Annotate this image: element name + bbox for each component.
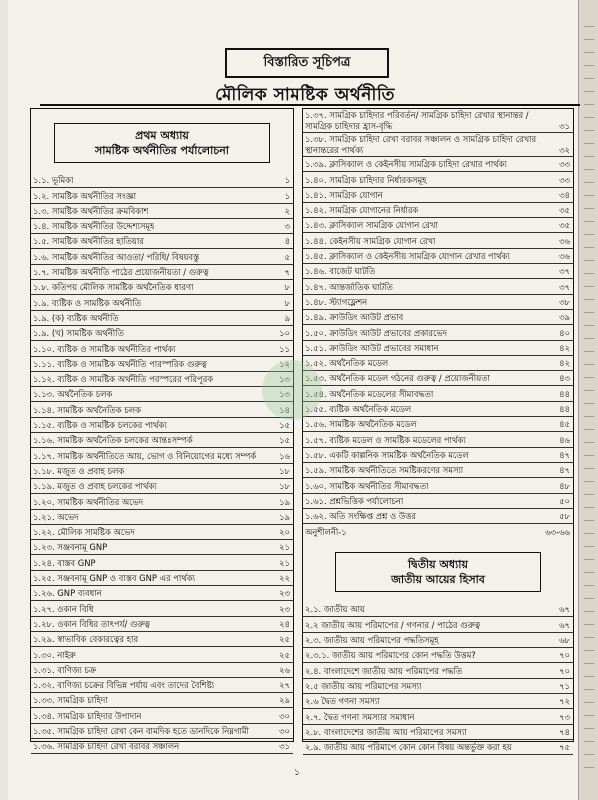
toc-entry-page: ৪০ (559, 327, 570, 338)
toc-entry-title: ১.৫৯. সামষ্টিক অর্থনীতিতে সমষ্টিকরণের সমস্যা (305, 465, 464, 476)
toc-entry-title: ১.২৮. ওকান বিধির তাৎপর্য/ গুরুত্ব (33, 618, 150, 629)
toc-entry[interactable] (303, 279, 573, 294)
document-title: মৌলিক সামষ্টিক অর্থনীতি (215, 85, 395, 105)
toc-entry[interactable] (31, 418, 293, 433)
toc-entry[interactable] (31, 708, 293, 723)
toc-entry-page: ৩০ (279, 725, 290, 736)
toc-entry-title: ১.২৫. সঞ্জবনামূ GNP ও বাস্তব GNP এর পার্থক্য (33, 573, 196, 584)
toc-entry[interactable] (31, 586, 293, 601)
toc-entry-title: ১.৩৪. সামগ্রিক চাহিদার উপাদান (33, 710, 142, 721)
toc-entry-title: ২.৭. দ্বৈত গণনা সমস্যার সমাধান (305, 711, 415, 722)
toc-entry-page: ১৩ (279, 389, 290, 400)
toc-entry-page: ২০ (279, 527, 290, 538)
toc-entry-title: ১.২০. সামষ্টিক অর্থনীতির অভেদ (33, 496, 144, 507)
toc-entry[interactable] (31, 326, 293, 341)
toc-entry[interactable] (303, 218, 573, 233)
toc-entry[interactable] (303, 295, 573, 310)
exercise-pages: ৬৩-৬৬ (545, 527, 570, 538)
toc-entry-title: ১.৫৮. একটি কাল্পনিক সামষ্টিক অর্থনৈতিক মডেল (305, 449, 469, 460)
toc-column-left (30, 108, 294, 752)
toc-entry-page: ৬৭ (559, 619, 570, 630)
toc-entry-page: ৫ (284, 251, 290, 262)
page-number: ১ (294, 768, 300, 778)
toc-entry-title: ১.২২. মৌলিক সামষ্টিক অভেদ (33, 527, 135, 538)
toc-entry-page: ৭০ (559, 665, 570, 676)
exercise-row[interactable] (303, 524, 573, 540)
toc-entry[interactable] (31, 693, 293, 708)
toc-entry-title: ১.৫৩. অর্থনৈতিক মডেল গঠনের গুরুত্ব / প্রয়োজনীয়তা (305, 373, 490, 384)
toc-entry-page: ৩৬ (559, 235, 570, 246)
toc-entry-page: ৩৪ (559, 189, 570, 200)
chapter2-number: দ্বিতীয় অধ্যায় (408, 558, 468, 572)
toc-entry[interactable] (303, 725, 573, 740)
toc-entry-title: ২.৩.১. জাতীয় আয় পরিমাপের কোন পদ্ধতি উত্তম? (305, 650, 476, 661)
toc-entry-page: ১৫ (279, 435, 290, 446)
toc-entry[interactable] (303, 617, 573, 632)
toc-entry-page: ৩৭ (559, 281, 570, 292)
toc-entry-page: ১ (284, 175, 290, 186)
toc-entry[interactable] (31, 295, 293, 310)
toc-entry-page: ১৫ (279, 420, 290, 431)
toc-entry-page: ৪২ (559, 358, 570, 369)
toc-entry[interactable] (31, 372, 293, 387)
toc-entry-title: ১.৪৪. কেইনসীয় সামগ্রিক যোগান রেখা (305, 235, 436, 246)
toc-entry[interactable] (303, 157, 573, 172)
toc-entry[interactable] (303, 663, 573, 678)
toc-entry[interactable] (31, 647, 293, 662)
toc-entry[interactable] (303, 478, 573, 493)
toc-entry-title: ১.৫৭. ব্যষ্টিক মডেল ও সামষ্টিক মডেলের পার্থক্য (305, 434, 466, 445)
toc-entry[interactable] (303, 602, 573, 617)
toc-entry[interactable] (31, 204, 293, 219)
toc-entry-title: ১.৫০. ক্রাউডিং আউট প্রভাবের প্রকারভেদ (305, 327, 447, 338)
toc-entry-page: ১ (284, 190, 290, 201)
toc-entry-title: ১.৯. (খ) সামষ্টিক অর্থনীতি (33, 328, 124, 339)
toc-entry[interactable] (31, 433, 293, 448)
toc-entry-title: ১.৪৯. ক্রাউডিং আউট প্রভাব (305, 312, 404, 323)
toc-entry[interactable] (303, 133, 573, 157)
toc-entry-title: ১.৫৬. সামষ্টিক অর্থনৈতিক মডেল (305, 419, 417, 430)
toc-entry-title: ১.৩৯. ক্লাসিক্যাল ও কেইনসীয় সামগ্রিক চাহিদা রেখার পার্থক্য (305, 159, 507, 170)
toc-entry-title: ১.১৭. সামষ্টিক অর্থনীতিতে আয়, ভোগ ও বিনিয়োগের মধ্যে সম্পর্ক (33, 450, 257, 461)
toc-entry[interactable] (303, 679, 573, 694)
toc-entry[interactable] (31, 601, 293, 616)
toc-entry-page: ৮ (284, 282, 290, 293)
chapter1-number: প্রথম অধ্যায় (135, 129, 189, 142)
toc-entry-title: ১.১. ভূমিকা (33, 175, 74, 186)
toc-entry[interactable] (31, 249, 293, 264)
toc-entry-title: ১.২. সামষ্টিক অর্থনীতির সংজ্ঞা (33, 190, 137, 201)
toc-entry-page: ৬৮ (559, 635, 570, 646)
toc-entry-title: ২.১. জাতীয় আয় (305, 604, 365, 615)
toc-entry-title: ১.৪. সামষ্টিক অর্থনীতির উদ্দেশ্যসমূহ (33, 221, 155, 232)
toc-entry-page: ২ (284, 205, 290, 216)
toc-entry-title: ১.২৪. বাস্তব GNP (33, 557, 96, 568)
toc-entry[interactable] (31, 739, 293, 754)
toc-entry-title: ২.৫ জাতীয় আয় পরিমাপের সমস্যা (305, 680, 422, 691)
toc-entry-page: ২৪ (279, 618, 290, 629)
toc-entry-title: ১.২৬. GNP ব্যবধান (33, 588, 102, 599)
toc-entry[interactable] (31, 617, 293, 632)
toc-entry-title: ১.৩৬. সামগ্রিক চাহিদা রেখা বরাবর সঞ্চালন (33, 741, 180, 752)
toc-entry[interactable] (303, 310, 573, 325)
toc-entry-title: ১.৪৩. ক্লাসিক্যাল সামগ্রিক যোগান রেখা (305, 220, 438, 231)
toc-entry[interactable] (303, 249, 573, 264)
title-rule (40, 104, 580, 106)
toc-entry-title: ১.৬. সামষ্টিক অর্থনীতির আওতা/ পরিধি/ বিষয়বস্তু (33, 251, 200, 262)
toc-entry-title: ২.৬ দ্বৈত গণনা সমস্যা (305, 696, 380, 707)
toc-entry[interactable] (31, 387, 293, 402)
page-edge-marks (584, 20, 594, 780)
toc-entry-page: ১৬ (279, 450, 290, 461)
toc-entry-page: ৪৩ (559, 373, 570, 384)
exercise-label: অনুশীলনী-১ (305, 527, 347, 538)
toc-entry-page: ৫৮ (559, 511, 570, 522)
toc-entry-title: ১.৫২. অর্থনৈতিক মডেল (305, 358, 389, 369)
toc-entry[interactable] (303, 648, 573, 663)
toc-entry-page: ২৫ (279, 634, 290, 645)
toc-entry-page: ৪৭ (559, 465, 570, 476)
toc-entry-title: ১.১৬. সামষ্টিক অর্থনৈতিক চলকের আন্তঃসম্পর্ক (33, 435, 193, 446)
toc-entry-title: ১.২৭. ওকান বিধি (33, 603, 94, 614)
library-stamp (262, 360, 322, 420)
toc-entry[interactable] (31, 540, 293, 555)
toc-entry-page: ৯ (284, 312, 290, 323)
toc-entry-page: ১৯ (279, 511, 290, 522)
toc-entry-title: ১.২৯. স্বাভাবিক বেকারত্বের হার (33, 634, 139, 645)
toc-entry-page: ৩০ (279, 710, 290, 721)
toc-column-right (302, 108, 574, 753)
toc-entry-page: ৭২ (559, 696, 570, 707)
toc-entry[interactable] (31, 724, 293, 739)
toc-entry[interactable] (303, 188, 573, 203)
toc-entry[interactable] (303, 386, 573, 401)
toc-entry[interactable] (31, 632, 293, 647)
toc-entry-title: ১.১৯. মজুত ও প্রবাহ চলকের পার্থক্য (33, 481, 157, 492)
toc-entry-page: ৩১ (559, 121, 570, 131)
toc-entry-title: ১.৪৭. আন্তর্জাতিক ঘাটতি (305, 281, 393, 292)
toc-entry-page: ১২ (279, 358, 290, 369)
toc-entry[interactable] (303, 494, 573, 509)
toc-entry-title: ১.৩০. নাইরু (33, 649, 76, 660)
toc-entry-page: ২৩ (279, 603, 290, 614)
toc-entry[interactable] (303, 172, 573, 187)
toc-entry-page: ১৮ (279, 465, 290, 476)
toc-entry-title: ১.৫১. ক্রাউডিং আউট প্রভাবের সমাধান (305, 342, 439, 353)
toc-entry-title: ১.৩২. বাণিজ্য চক্রের বিভিন্ন পর্যায় এবং তাদের বৈশিষ্ট্য (33, 680, 215, 691)
toc-entry-page: ৭৩ (559, 711, 570, 722)
toc-entry-page: ৩৮ (559, 296, 570, 307)
toc-entry-title: ১.৪০. সামগ্রিক চাহিদার নির্ধারকসমূহ (305, 174, 427, 185)
toc-entry-title: ১.৩৮. সামগ্রিক চাহিদা রেখা বরাবর সঞ্চালন ও সামগ্রিক চাহিদা রেখার স্থানান্তরের পার্থক্য (305, 134, 537, 155)
toc-entry-page: ৩৯ (559, 312, 570, 323)
chapter1-heading (54, 123, 270, 163)
toc-entry-page: ৭৪ (559, 726, 570, 737)
toc-entry-page: ২৭ (279, 680, 290, 691)
toc-entry-title: ১.৫. সামষ্টিক অর্থনীতির হাতিয়ার (33, 236, 144, 247)
toc-entry[interactable] (303, 325, 573, 340)
toc-entry-page: ৪২ (559, 342, 570, 353)
toc-entry-title: ১.১০. ব্যষ্টিক ও সামষ্টিক অর্থনীতির পার্থক্য (33, 343, 176, 354)
toc-entry[interactable] (31, 265, 293, 280)
toc-entry-title: ১.১৫. ব্যষ্টিক ও সামষ্টিক চলকের পার্থক্য (33, 420, 167, 431)
toc-entry[interactable] (31, 464, 293, 479)
toc-entry[interactable] (303, 709, 573, 724)
toc-entry-title: ১.৩৩. সামগ্রিক চাহিদা (33, 695, 108, 706)
toc-entry[interactable] (303, 371, 573, 386)
toc-entry-title: ১.১২. ব্যষ্টিক ও সামষ্টিক অর্থনীতি পরস্পরের পরিপূরক (33, 374, 214, 385)
toc-entry[interactable] (303, 341, 573, 356)
toc-entry-page: ৪৪ (559, 404, 570, 415)
document-header-label: বিস্তারিত সূচিপত্র (225, 48, 389, 78)
toc-entry-page: ১৩ (279, 374, 290, 385)
toc-entry[interactable] (303, 402, 573, 417)
toc-entry[interactable] (303, 463, 573, 478)
toc-entry[interactable] (31, 571, 293, 586)
toc-entry-page: ২১ (279, 557, 290, 568)
toc-entry-page: ৩ (284, 221, 290, 232)
toc-entry-page: ৭৫ (559, 742, 570, 753)
toc-entry[interactable] (31, 188, 293, 203)
toc-entry-page: ২৬ (279, 664, 290, 675)
toc-entry-title: ১.১৪. সামষ্টিক অর্থনৈতিক চলক (33, 404, 141, 415)
toc-entry-page: ৮ (284, 297, 290, 308)
toc-entry[interactable] (303, 109, 573, 133)
toc-entry[interactable] (303, 264, 573, 279)
toc-entry-title: ১.১১. ব্যষ্টিক ও সামষ্টিক অর্থনীতি পারস্পরিক গুরুত্ব (33, 358, 207, 369)
toc-entry-page: ৫০ (559, 495, 570, 506)
toc-entry-title: ১.২৩. সঞ্জবনামূ GNP (33, 542, 108, 553)
toc-entry-page: ৪৮ (559, 480, 570, 491)
toc-entry-page: ২২ (279, 573, 290, 584)
toc-entry-page: ৪৭ (559, 449, 570, 460)
toc-entry[interactable] (31, 234, 293, 249)
toc-entry-title: ২.৪. বাংলাদেশে জাতীয় আয় পরিমাপের পদ্ধতি (305, 665, 463, 676)
toc-entry-page: ৩২ (559, 145, 570, 155)
toc-entry[interactable] (31, 341, 293, 356)
toc-entry[interactable] (31, 402, 293, 417)
toc-entry-page: ৩৭ (559, 266, 570, 277)
toc-entry-title: ১.৪৬. বাজেট ঘাটতি (305, 266, 376, 277)
toc-entry-page: ৭১ (559, 680, 570, 691)
toc-entry[interactable] (31, 173, 293, 188)
toc-entry-page: ২৩ (279, 588, 290, 599)
toc-entry-title: ১.৯. (ক) ব্যষ্টিক অর্থনীতি (33, 312, 119, 323)
toc-entry-title: ১.৭. সামষ্টিক অর্থনীতি পাঠের প্রয়োজনীয়তা / গুরুত্ব (33, 267, 209, 278)
toc-entry-page: ১৯ (279, 496, 290, 507)
chapter2-toc-list (303, 602, 573, 755)
toc-entry-title: ২.২ জাতীয় আয় পরিমাপের / গণনার / পাঠের গুরুত্ব (305, 619, 481, 630)
toc-entry[interactable] (31, 448, 293, 463)
toc-entry[interactable] (31, 494, 293, 509)
toc-entry-title: ১.৬২. অতি সংক্ষিপ্ত প্রশ্ন ও উত্তর (305, 511, 416, 522)
toc-entry[interactable] (31, 357, 293, 372)
toc-entry[interactable] (31, 663, 293, 678)
toc-entry[interactable] (31, 678, 293, 693)
toc-entry[interactable] (303, 203, 573, 218)
toc-entry-title: ২.৯. জাতীয় আয় পরিমাপে কোন কোন বিষয় অন্তর্ভুক্ত করা হয় (305, 742, 512, 753)
chapter1-toc-list-right (303, 109, 573, 524)
toc-entry-title: ১.৩১. বাণিজ্য চক্র (33, 664, 96, 675)
toc-entry-title: ১.১৮. মজুত ও প্রবাহ চলক (33, 465, 125, 476)
toc-entry[interactable] (303, 417, 573, 432)
toc-entry-title: ১.৮. কতিপয় মৌলিক সামষ্টিক অর্থনৈতিক ধারণা (33, 282, 194, 293)
toc-entry[interactable] (303, 633, 573, 648)
toc-entry-title: ১.৫৪. অর্থনৈতিক মডেলের সীমাবদ্ধতা (305, 388, 434, 399)
toc-entry-title: ১.৩৭. সামগ্রিক চাহিদার পরিবর্তন/ সামগ্রিক চাহিদা রেখার স্থানান্তর / সামগ্রিক চাহিদার হ্রাস-বৃদ্ধি (305, 110, 529, 131)
toc-entry-page: ১১ (279, 343, 290, 354)
toc-entry[interactable] (31, 525, 293, 540)
toc-entry[interactable] (31, 280, 293, 295)
toc-entry-page: ৪৪ (559, 388, 570, 399)
toc-entry[interactable] (31, 479, 293, 494)
chapter2-title: জাতীয় আয়ের হিসাব (391, 573, 485, 587)
toc-entry-page: ৩৬ (559, 251, 570, 262)
toc-entry[interactable] (303, 509, 573, 524)
toc-entry-title: ১.৫৫. ব্যষ্টিক অর্থনৈতিক মডেল (305, 404, 412, 415)
toc-entry-page: ২৫ (279, 649, 290, 660)
toc-entry-page: ২৯ (279, 695, 290, 706)
toc-entry-page: ১০ (279, 328, 290, 339)
toc-entry-page: ৪ (284, 236, 290, 247)
toc-entry-title: ২.৩. জাতীয় আয় পরিমাপের পদ্ধতিসমূহ (305, 635, 439, 646)
toc-entry-title: ১.৪২. সামগ্রিক যোগানের নির্ধারক (305, 205, 419, 216)
toc-entry-title: ১.১৩. অর্থনৈতিক চলক (33, 389, 113, 400)
toc-entry[interactable] (31, 219, 293, 234)
toc-entry-title: ১.৬০. সামষ্টিক অর্থনীতির সীমাবদ্ধতা (305, 480, 429, 491)
toc-entry[interactable] (303, 694, 573, 709)
toc-entry-title: ১.৪৮. স্ট্যাগফ্লেশন (305, 296, 368, 307)
toc-entry[interactable] (31, 555, 293, 570)
toc-entry-title: ১.৩৫. সামগ্রিক চাহিদা রেখা কেন বামদিক হতে ডানদিকে নিম্নগামী (33, 725, 249, 736)
toc-entry-title: ১.৯. ব্যষ্টিক ও সামষ্টিক অর্থনীতি (33, 297, 142, 308)
toc-entry-page: ৩৫ (559, 220, 570, 231)
toc-entry[interactable] (303, 432, 573, 447)
toc-entry[interactable] (303, 356, 573, 371)
chapter1-title: সামষ্টিক অর্থনীতির পর্যালোচনা (95, 144, 229, 157)
toc-entry[interactable] (303, 233, 573, 248)
toc-entry-page: ৩১ (279, 741, 290, 752)
toc-entry[interactable] (31, 510, 293, 525)
toc-entry-page: ৭ (284, 267, 290, 278)
toc-entry-page: ৭০ (559, 650, 570, 661)
toc-entry-title: ১.৪১. সামগ্রিক যোগান (305, 189, 383, 200)
toc-entry[interactable] (303, 740, 573, 755)
toc-entry-page: ৬৭ (559, 604, 570, 615)
toc-entry-page: ৪৫ (559, 419, 570, 430)
toc-entry[interactable] (303, 448, 573, 463)
toc-entry-title: ১.৩. সামষ্টিক অর্থনীতির ক্রমবিকাশ (33, 205, 149, 216)
toc-entry-title: ১.৪৫. ক্লাসিক্যাল ও কেইনসীয় সামগ্রিক যোগান রেখার পার্থক্য (305, 251, 510, 262)
toc-entry-page: ৩৫ (559, 205, 570, 216)
toc-entry-page: ১৮ (279, 481, 290, 492)
toc-entry-page: ১৪ (279, 404, 290, 415)
toc-entry-page: ৩৩ (559, 159, 570, 170)
toc-entry-page: ৪৬ (559, 434, 570, 445)
toc-entry-title: ২.৮. বাংলাদেশের জাতীয় আয় পরিমাপের সমস্যা (305, 726, 467, 737)
chapter1-toc-list-left (31, 173, 293, 754)
toc-entry[interactable] (31, 311, 293, 326)
chapter2-heading (335, 552, 541, 592)
toc-entry-page: ২১ (279, 542, 290, 553)
toc-entry-title: ১.৬১. প্রশ্নভিত্তিক পর্যালোচনা (305, 495, 404, 506)
toc-entry-title: ১.২১. অভেদ (33, 511, 79, 522)
toc-entry-page: ৩৩ (559, 174, 570, 185)
